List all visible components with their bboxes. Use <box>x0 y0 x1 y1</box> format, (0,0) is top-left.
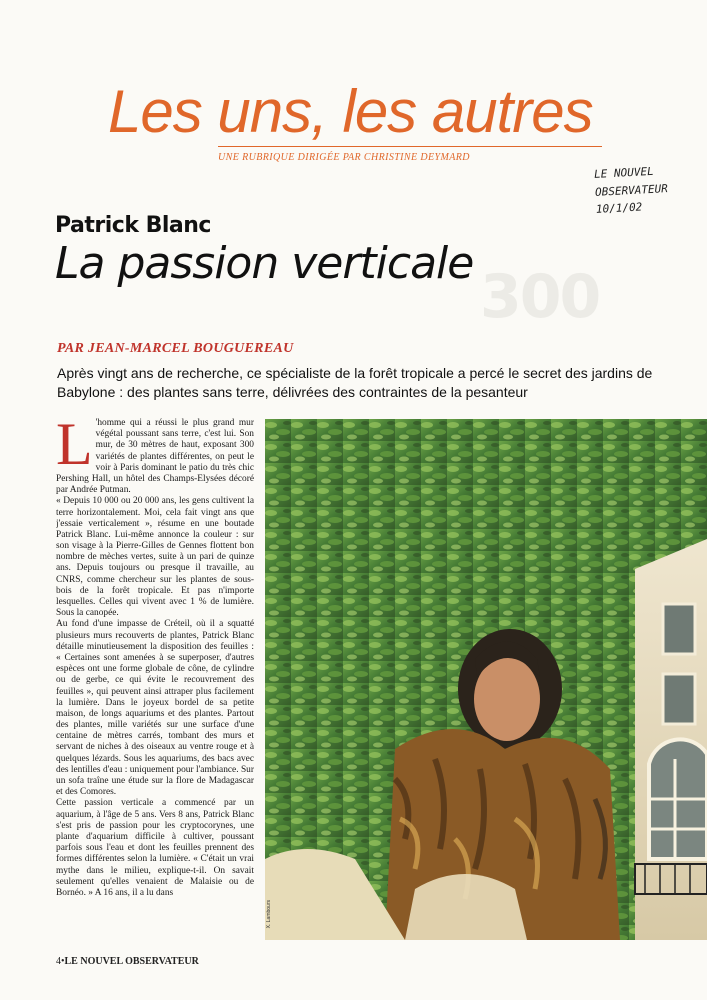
article-headline: La passion verticale <box>55 238 474 289</box>
publication-name: LE NOUVEL OBSERVATEUR <box>64 956 199 967</box>
article-body <box>56 418 254 948</box>
rubric-title: Les uns, les autres <box>108 78 593 145</box>
show-through-text: 300 <box>480 262 600 332</box>
article-paragraph-text: 'homme qui a réussi le plus grand mur végétal poussant sans terre, c'est lui. Son mur, de 30 mètres de haut, exposant 300 variétés de plantes différentes, on peut le voir à Paris dominant le patio du très chic Pershing Hall, un hôtel des Champs-Elysées décoré par Andrée Putman. <box>56 418 254 496</box>
article-paragraph <box>56 418 254 496</box>
handwritten-note-date: 10/1/02 <box>595 200 643 217</box>
handwritten-note-line: LE NOUVEL <box>593 164 654 181</box>
page-number: 4 <box>56 956 61 967</box>
drop-cap: L <box>56 418 93 477</box>
handwritten-note <box>594 162 670 219</box>
footer-separator: • <box>61 956 65 967</box>
article-photo <box>265 419 707 940</box>
article-byline: PAR JEAN-MARCEL BOUGUEREAU <box>57 341 294 356</box>
vertical-garden-photo <box>265 419 707 940</box>
page-footer <box>56 956 199 967</box>
article-paragraph: Au fond d'une impasse de Créteil, où il a squatté plusieurs murs recouverts de plantes, Patrick Blanc détaille minutieusement la disposition des feuilles : « Certaines sont amenées à se superposer, d'autres espèces ont une forme globale de cône, de cylindre ou de gerbe, ce qui évite le recouvrement des feuilles », qui peuvent ainsi attraper plus facilement la lumière. Dans le joyeux bordel de sa petite maison, de longs aquariums et des plantes. Partout des plantes, mille variétés sur une surface d'une centaine de mètres carrés, tombant des murs et servant de niches à des oiseaux au ventre rouge et à quelques lézards. Sous les aquariums, des bacs avec des lentilles d'eau : uniquement pour l'ambiance. Sur un sofa traîne une étude sur la flore de Madagascar et des Comores. <box>56 619 254 798</box>
photo-credit: X. Lambours <box>266 900 272 929</box>
article-standfirst: Après vingt ans de recherche, ce spécialiste de la forêt tropicale a percé le secret des jardins de Babylone : des plantes sans terre, délivrées des contraintes de la pesanteur <box>57 365 653 401</box>
article-paragraph: « Depuis 10 000 ou 20 000 ans, les gens cultivent la terre horizontalement. Moi, cela fait vingt ans que j'essaie verticalement », résume en une boutade Patrick Blanc. Lui-même annonce la couleur : sur son visage à la Pierre-Gilles de Gennes flottent bon nombre de mèches vertes, suite à un pari de quinze ans. Depuis toujours ou presque il travaille, au CNRS, comme chercheur sur les plantes de sous-bois de la forêt tropicale. Et pas n'importe lesquelles. Celles qui vivent avec 1 % de lumière. Sous la canopée. <box>56 496 254 619</box>
rubric-divider <box>218 146 602 147</box>
handwritten-note-line: OBSERVATEUR <box>594 181 669 199</box>
rubric-subtitle: UNE RUBRIQUE DIRIGÉE PAR CHRISTINE DEYMARD <box>218 152 470 163</box>
article-paragraph: Cette passion verticale a commencé par un aquarium, à l'âge de 5 ans. Vers 8 ans, Patrick Blanc s'est pris de passion pour les cryptocorynes, une plante d'aquarium difficile à cultiver, poussant parfois sous l'eau et dont les feuilles prennent des formes différentes selon la lumière. « C'était un vrai mythe dans le milieu, explique-t-il. On savait seulement qu'elles venaient de Malaisie ou de Bornéo. » A 16 ans, il a lu dans <box>56 798 254 898</box>
article-person: Patrick Blanc <box>55 213 211 238</box>
